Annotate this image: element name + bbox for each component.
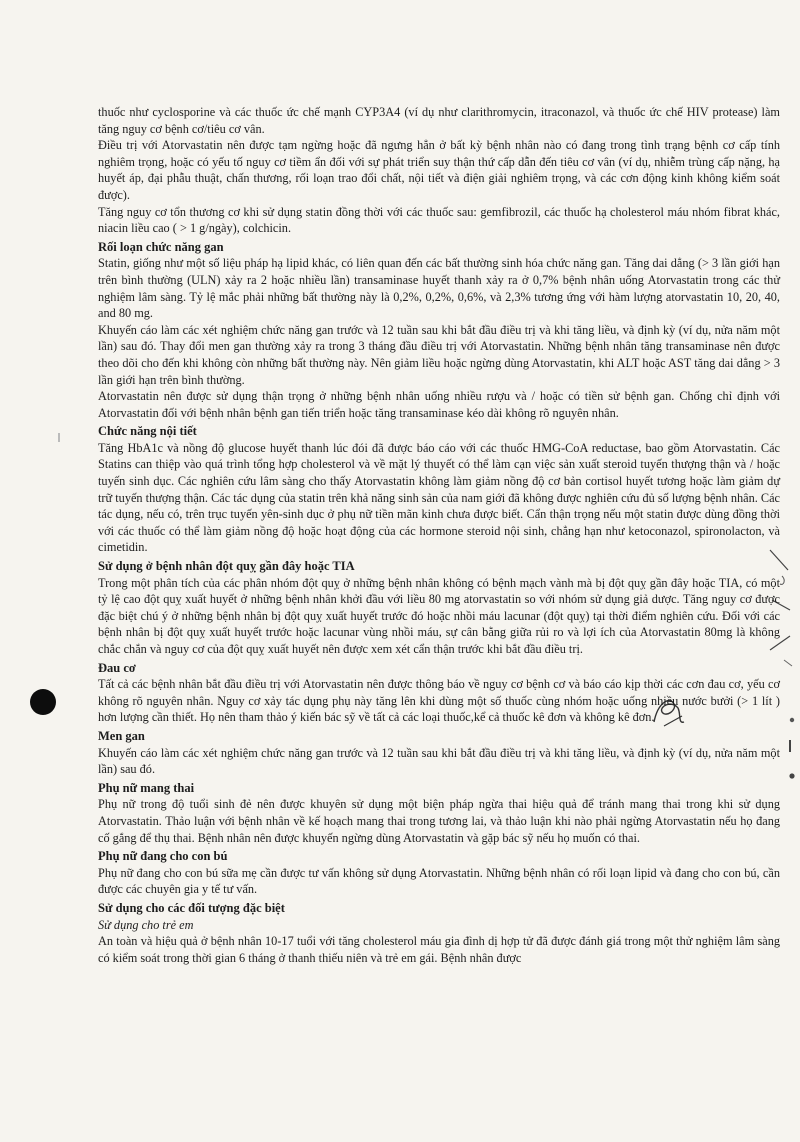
paragraph: Tăng HbA1c và nồng độ glucose huyết thanh lúc đói đã được báo cáo với các thuốc HMG-CoA reductase, bao gồm Atorvastatin. Các Statins can thiệp vào quá trình tổng hợp cholesterol và về mặt lý thuyết có thể làm cạn việc sản xuất steroid tuyến thượng thận và / hoặc tuyến sinh dục. Các nghiên cứu lâm sàng cho thấy Atorvastatin không làm giảm nồng độ cơ bản cortisol huyết tương hoặc làm giảm dự trữ tuyến thượng thận. Các tác dụng của statin trên khả năng sinh sản của nam giới đã không được nghiên cứu đủ số lượng bệnh nhân. Các tác dụng, nếu có, trên trục tuyến yên-sinh dục ở phụ nữ tiền mãn kinh chưa được biết. Cẩn thận trọng nếu một statin được dùng đồng thời với các thuốc có thể làm giảm nồng độ hoặc hoạt động của các hormone steroid nội sinh, chẳng hạn như ketoconazol, spironolacton, và cimetidin. <box>98 440 780 555</box>
paragraph: Điều trị với Atorvastatin nên được tạm ngừng hoặc đã ngưng hẳn ở bất kỳ bệnh nhân nào có đang trong tình trạng bệnh cơ cấp tính nghiêm trọng, hoặc có yếu tố nguy cơ tiềm ẩn đối với sự phát triển suy thận thứ cấp dẫn đến tiêu cơ vân (ví dụ, nhiễm trùng cấp nặng, hạ huyết áp, đại phẫu thuật, chấn thương, rối loạn trao đổi chất, nội tiết và điện giải nghiêm trọng, và các cơn động kinh không kiểm soát được). <box>98 138 780 202</box>
paragraph: Tăng nguy cơ tổn thương cơ khi sử dụng statin đồng thời với các thuốc sau: gemfibrozil, các thuốc hạ cholesterol máu nhóm fibrat khác, niacin liều cao ( > 1 g/ngày), colchicin. <box>98 204 780 236</box>
punch-hole <box>30 689 56 715</box>
paragraph: Atorvastatin nên được sử dụng thận trọng ở những bệnh nhân uống nhiều rượu và / hoặc có tiền sử bệnh gan. Chống chỉ định với Atorvastatin đối với bệnh nhân bệnh gan tiến triển hoặc tăng transaminase kéo dài không rõ nguyên nhân. <box>98 389 780 420</box>
paragraph: Khuyến cáo làm các xét nghiệm chức năng gan trước và 12 tuần sau khi bắt đầu điều trị và khi tăng liều, và định kỳ (ví dụ, nửa năm một lần) sau đó. <box>98 745 780 777</box>
paragraph: An toàn và hiệu quả ở bệnh nhân 10-17 tuổi với tăng cholesterol máu gia đình dị hợp tử đã được đánh giá trong một thử nghiệm lâm sàng có kiểm soát trong thời gian 6 tháng ở thanh thiếu niên và trẻ em gái. Bệnh nhân được <box>98 934 780 965</box>
section-heading: Sử dụng ở bệnh nhân đột quỵ gần đây hoặc TIA <box>98 559 355 574</box>
section-heading: Phụ nữ đang cho con bú <box>98 849 228 864</box>
section-heading: Men gan <box>98 728 145 743</box>
section-heading: Sử dụng cho các đối tượng đặc biệt <box>98 900 285 915</box>
subsection-heading: Sử dụng cho trẻ em <box>98 917 194 932</box>
paragraph: Phụ nữ trong độ tuổi sinh đẻ nên được khuyên sử dụng một biện pháp ngừa thai hiệu quả để tránh mang thai trong khi sử dụng Atorvastatin. Thảo luận với bệnh nhân về kế hoạch mang thai trong tương lai, và thảo luận khi nào phải ngừng Atorvastatin nếu họ đang cố gắng để thụ thai. Bệnh nhân nên được khuyến ngừng dùng Atorvastatin và gặp bác sỹ nếu họ muốn có thai. <box>98 797 780 845</box>
paragraph: Tất cả các bệnh nhân bắt đầu điều trị với Atorvastatin nên được thông báo về nguy cơ bệnh cơ và báo cáo kịp thời các cơn đau cơ, yếu cơ không rõ nguyên nhân. Nguy cơ xảy tác dụng phụ này tăng lên khi dùng một số thuốc cùng nhóm hoặc uống nhiều nước bưởi (> 1 lít ) hơn lượng cần thiết. Họ nên tham thảo ý kiến bác sỹ về tất cả các loại thuốc,kể cả thuốc kê đơn và không kê đơn. <box>98 677 780 725</box>
paragraph: Phụ nữ đang cho con bú sữa mẹ cần được tư vấn không sử dụng Atorvastatin. Những bệnh nhân có rối loạn lipid và đang cho con bú, cần được các chuyên gia y tế tư vấn. <box>98 865 780 897</box>
paragraph: thuốc như cyclosporine và các thuốc ức chế mạnh CYP3A4 (ví dụ như clarithromycin, itraconazol, và thuốc ức chế HIV protease) làm tăng nguy cơ bệnh cơ/tiêu cơ vân. <box>98 105 780 136</box>
section-heading: Phụ nữ mang thai <box>98 780 195 795</box>
section-heading: Chức năng nội tiết <box>98 424 197 439</box>
section-heading: Đau cơ <box>98 660 136 675</box>
paragraph: Trong một phân tích của các phân nhóm đột quỵ ở những bệnh nhân không có bệnh mạch vành mà bị đột quỵ gần đây hoặc TIA, có một tỷ lệ cao đột quỵ xuất huyết ở những bệnh nhân khởi đầu với liều 80 mg atorvastatin so với nhóm sử dụng giả dược. Tăng nguy cơ được đặc biệt chú ý ở những bệnh nhân bị đột quỵ xuất huyết trước đó hoặc nhồi máu lacunar (đột quỵ) tại thời điểm nghiên cứu. Đối với các bệnh nhân bị đột quỵ xuất huyết trước hoặc lacunar vùng nhồi máu, sự cân bằng giữa rủi ro và lợi ích của Atorvastatin 80mg là không chắc chắn và nguy cơ của đột quỵ xuất huyết nên được xem xét cẩn thận trước khi bắt đầu điều trị. <box>98 575 780 656</box>
margin-mark <box>58 433 60 442</box>
document-body <box>98 104 780 966</box>
section-heading: Rối loạn chức năng gan <box>98 239 224 254</box>
paragraph: Khuyến cáo làm các xét nghiệm chức năng gan trước và 12 tuần sau khi bắt đầu điều trị và khi tăng liều, và định kỳ (ví dụ, nửa năm một lần) sau đó. Thay đổi men gan thường xảy ra trong 3 tháng đầu điều trị với Atorvastatin. Những bệnh nhân tăng transaminase nên được theo dõi cho đến khi không còn những bất thường này. Nên giảm liều hoặc ngừng dùng Atorvastatin, khi ALT hoặc AST tăng dai dẳng > 3 lần giới hạn trên bình thường. <box>98 322 780 387</box>
paragraph: Statin, giống như một số liệu pháp hạ lipid khác, có liên quan đến các bất thường sinh hóa chức năng gan. Tăng dai dẳng (> 3 lần giới hạn trên bình thường (ULN) xảy ra 2 hoặc nhiều lần) transaminase huyết thanh xảy ra ở 0,7% bệnh nhân uống Atorvastatin trong các thử nghiệm lâm sàng. Tỷ lệ mắc phải những bất thường này là 0,2%, 0,2%, 0,6%, và 2,3% tương ứng với hàm lượng atorvastatin 10, 20, 40, and 80 mg. <box>98 256 780 321</box>
